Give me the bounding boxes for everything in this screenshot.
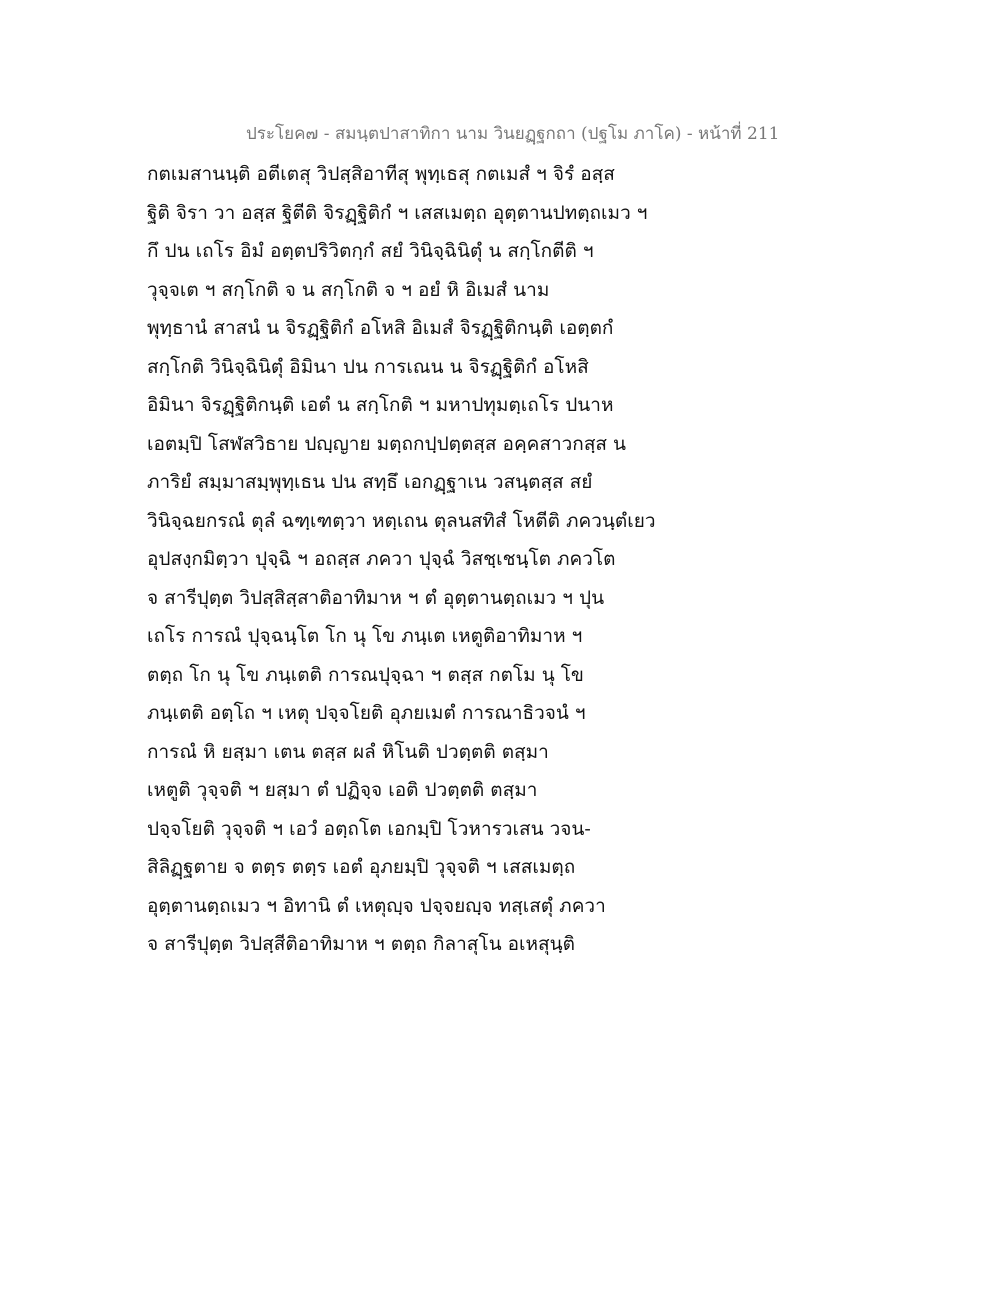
text-line: จ สารีปุตฺต วิปสฺสีติอาทิมาห ฯ ตตฺถ กิลาสุโน อเหสุนฺติ xyxy=(147,933,575,955)
body-text xyxy=(147,160,867,969)
text-line: การณํ หิ ยสฺมา เตน ตสฺส ผลํ หิโนติ ปวตฺตติ ตสฺมา xyxy=(147,740,549,763)
text-line: เหตูติ วุจฺจติ ฯ ยสฺมา ตํ ปฏิจฺจ เอติ ปวตฺตติ ตสฺมา xyxy=(147,779,538,801)
text-line: วินิจฺฉยกรณํ ตุลํ ฉฑฺเฑตฺวา หตฺเถน ตุลนสทิสํ โหตีติ ภควนฺตํเยว xyxy=(147,509,656,532)
text-line: กตเมสานนฺติ อตีเตสุ วิปสฺสิอาทีสุ พุทฺเธสุ กตเมสํ ฯ จิรํ อสฺส xyxy=(147,163,615,185)
text-line: ภนฺเตติ อตฺโถ ฯ เหตุ ปจฺจโยติ อุภยเมตํ การณาธิวจนํ ฯ xyxy=(147,702,586,724)
text-line: สิลิฏฺฐตาย จ ตตฺร ตตฺร เอตํ อุภยมฺปิ วุจฺจติ ฯ เสสเมตฺถ xyxy=(147,856,576,878)
text-line: อุปสงฺกมิตฺวา ปุจฺฉิ ฯ อถสฺส ภควา ปุจฺฉํ วิสชฺเชนฺโต ภควโต xyxy=(147,548,616,570)
text-line: เอตมฺปิ โสฬสวิธาย ปญฺญาย มตฺถกปฺปตฺตสฺส อคฺคสาวกสฺส น xyxy=(147,432,627,455)
text-line: กึ ปน เถโร อิมํ อตฺตปริวิตกฺกํ สยํ วินิจฺฉินิตุํ น สกฺโกตีติ ฯ xyxy=(147,240,594,262)
text-line: อุตฺตานตฺถเมว ฯ อิทานิ ตํ เหตุญฺจ ปจฺจยญฺจ ทสฺเสตุํ ภควา xyxy=(147,894,606,917)
text-line: ภาริยํ สมฺมาสมฺพุทฺเธน ปน สทฺธึ เอกฏฺฐาเน วสนฺตสฺส สยํ xyxy=(147,471,593,493)
text-line: เถโร การณํ ปุจฺฉนฺโต โก นุ โข ภนฺเต เหตูติอาทิมาห ฯ xyxy=(147,625,583,647)
text-line: สกฺโกติ วินิจฺฉินิตุํ อิมินา ปน การเณน น จิรฏฺฐิติกํ อโหสิ xyxy=(147,355,589,378)
text-line: ฐิติ จิรา วา อสฺส ฐิตีติ จิรฏฺฐิติกํ ฯ เสสเมตฺถ อุตฺตานปทตฺถเมว ฯ xyxy=(147,201,648,224)
text-line: ตตฺถ โก นุ โข ภนฺเตติ การณปุจฺฉา ฯ ตสฺส กตโม นุ โข xyxy=(147,663,584,686)
text-line: วุจฺจเต ฯ สกฺโกติ จ น สกฺโกติ จ ฯ อยํ หิ อิเมสํ นาม xyxy=(147,278,550,301)
text-line: พุทฺธานํ สาสนํ น จิรฏฺฐิติกํ อโหสิ อิเมสํ จิรฏฺฐิติกนฺติ เอตฺตกํ xyxy=(147,317,614,339)
text-line: ปจฺจโยติ วุจฺจติ ฯ เอวํ อตฺถโต เอกมฺปิ โวหารวเสน วจน- xyxy=(147,817,591,840)
text-line: จ สารีปุตฺต วิปสฺสิสฺสาติอาทิมาห ฯ ตํ อุตฺตานตฺถเมว ฯ ปุน xyxy=(147,586,605,609)
text-line: อิมินา จิรฏฺฐิติกนฺติ เอตํ น สกฺโกติ ฯ มหาปทุมตฺเถโร ปนาห xyxy=(147,394,614,416)
running-header: ประโยค๗ - สมนฺตปาสาทิกา นาม วินยฏฺฐกถา (ปฐโม ภาโค) - หน้าที่ 211 xyxy=(246,124,780,144)
